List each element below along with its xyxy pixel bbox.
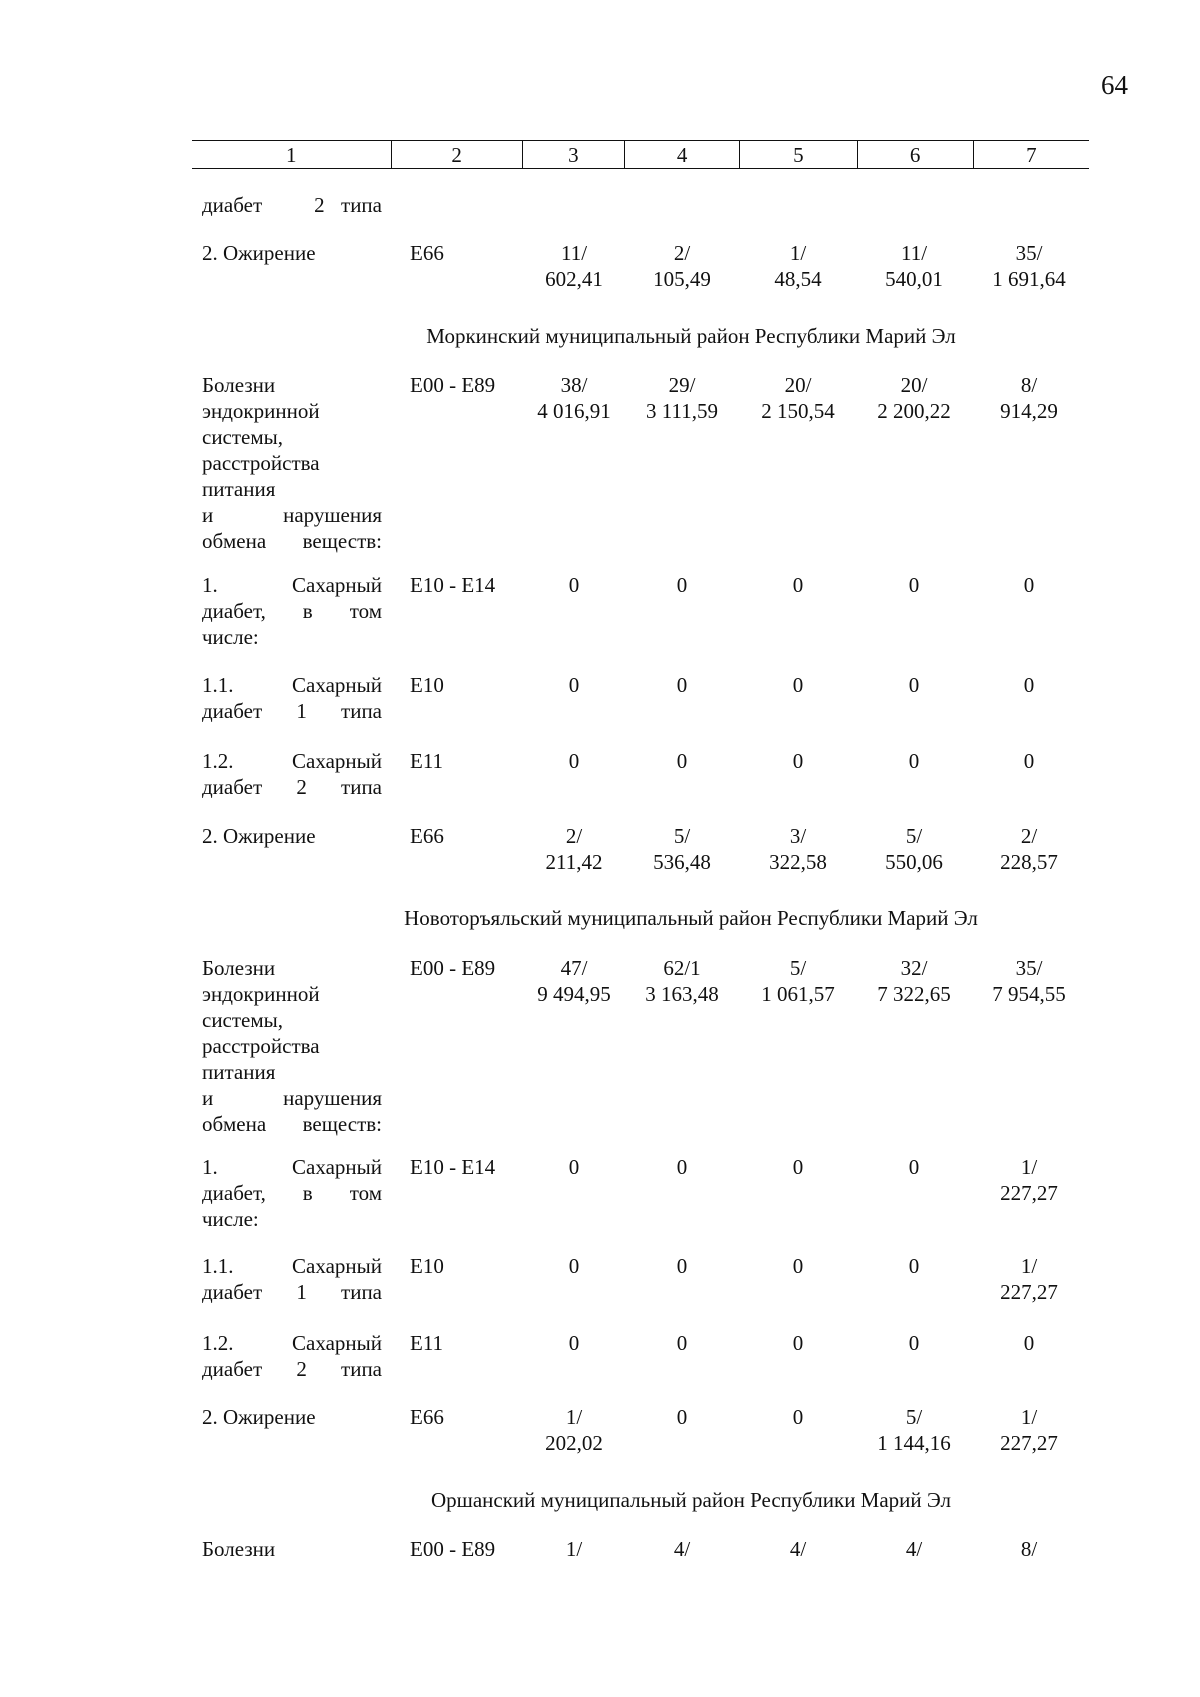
value-cell	[519, 672, 629, 698]
row-name-line: диабет 1 типа	[202, 1280, 382, 1304]
value-cell	[743, 955, 853, 1007]
row-name	[202, 955, 382, 1137]
value-line: 4/	[673, 1537, 691, 1561]
value-line: 0	[676, 1331, 688, 1355]
column-header: 5	[740, 141, 857, 169]
value-line: 7 954,55	[992, 982, 1066, 1006]
row-name-line: числе:	[202, 625, 259, 649]
value-line: 32/	[900, 956, 928, 980]
value-cell	[743, 748, 853, 774]
value-line: 3/	[789, 824, 807, 848]
row-name-line: и нарушения	[202, 1086, 382, 1110]
value-line: 1 144,16	[877, 1431, 951, 1455]
district-heading: Новоторъяльский муниципальный район Республики Марий Эл	[404, 906, 978, 930]
value-cell	[519, 1330, 629, 1356]
value-line: 7 322,65	[877, 982, 951, 1006]
column-header: 6	[857, 141, 973, 169]
row-name-line: Болезни	[202, 1537, 276, 1561]
value-cell	[974, 240, 1084, 292]
value-line: 0	[676, 573, 688, 597]
value-cell	[519, 823, 629, 875]
value-cell	[627, 672, 737, 698]
value-line: 602,41	[545, 267, 603, 291]
value-line: 29/	[668, 373, 696, 397]
value-cell	[743, 672, 853, 698]
row-name	[202, 672, 382, 724]
icd-code: Е66	[410, 241, 444, 265]
value-line: 322,58	[769, 850, 827, 874]
row-name-line: эндокринной	[202, 982, 320, 1006]
row-name-line: расстройства	[202, 1034, 320, 1058]
value-cell	[743, 240, 853, 292]
icd-code: Е00 - Е89	[410, 373, 496, 397]
row-name-line	[202, 192, 382, 218]
row-name-line: диабет, в том	[202, 599, 382, 623]
value-cell	[627, 1330, 737, 1356]
district-heading: Оршанский муниципальный район Республики Марий Эл	[431, 1488, 951, 1512]
value-line: 0	[908, 573, 920, 597]
row-name-word: диабет	[202, 193, 263, 217]
value-line: 62/1	[663, 956, 701, 980]
column-number-header	[192, 140, 1089, 169]
value-cell	[627, 955, 737, 1007]
row-name-line: 1.2. Сахарный	[202, 749, 382, 773]
value-cell	[743, 372, 853, 424]
value-line: 0	[908, 673, 920, 697]
value-cell	[859, 1330, 969, 1356]
district-heading: Моркинский муниципальный район Республики Марий Эл	[426, 324, 956, 348]
column-header: 4	[625, 141, 740, 169]
value-line: 2/	[1020, 824, 1038, 848]
value-line: 0	[792, 1254, 804, 1278]
value-line: 0	[568, 749, 580, 773]
row-name	[202, 1154, 382, 1232]
icd-code: Е10 - Е14	[410, 1155, 496, 1179]
row-name-line: питания	[202, 1060, 276, 1084]
value-line: 0	[676, 1254, 688, 1278]
value-cell	[519, 240, 629, 292]
value-cell	[859, 955, 969, 1007]
row-name	[202, 1253, 382, 1305]
value-cell	[627, 372, 737, 424]
value-line: 0	[908, 1331, 920, 1355]
value-line: 0	[908, 749, 920, 773]
icd-code: Е00 - Е89	[410, 956, 496, 980]
value-cell	[743, 1154, 853, 1180]
value-cell	[974, 372, 1084, 424]
value-cell	[859, 240, 969, 292]
row-name-word: 2 типа	[314, 193, 382, 217]
value-cell	[859, 372, 969, 424]
value-cell	[859, 1154, 969, 1180]
row-name-line: обмена веществ:	[202, 529, 382, 553]
row-name-line: диабет, в том	[202, 1181, 382, 1205]
value-line: 0	[908, 1155, 920, 1179]
value-cell	[627, 1154, 737, 1180]
value-cell	[519, 372, 629, 424]
row-name	[202, 1330, 382, 1382]
column-header: 3	[522, 141, 624, 169]
icd-code: Е66	[410, 824, 444, 848]
row-name-line: 1. Сахарный	[202, 573, 382, 597]
column-header: 1	[192, 141, 391, 169]
icd-code: Е00 - Е89	[410, 1537, 496, 1561]
value-line: 3 163,48	[645, 982, 719, 1006]
value-line: 1/	[1020, 1405, 1038, 1429]
value-line: 8/	[1020, 1537, 1038, 1561]
value-line: 47/	[560, 956, 588, 980]
value-line: 0	[676, 673, 688, 697]
value-line: 20/	[784, 373, 812, 397]
value-line: 227,27	[1000, 1431, 1058, 1455]
value-line: 227,27	[1000, 1280, 1058, 1304]
value-line: 4/	[789, 1537, 807, 1561]
row-name-line: диабет 1 типа	[202, 699, 382, 723]
value-cell	[974, 1154, 1084, 1206]
value-cell	[627, 1536, 737, 1562]
value-cell	[974, 1330, 1084, 1356]
value-line: 2 150,54	[761, 399, 835, 423]
value-cell	[974, 1536, 1084, 1562]
icd-code: Е66	[410, 1405, 444, 1429]
value-cell	[743, 1253, 853, 1279]
icd-code: Е10	[410, 673, 444, 697]
row-name-line: обмена веществ:	[202, 1112, 382, 1136]
row-name	[202, 192, 382, 218]
value-cell	[859, 748, 969, 774]
row-name-line: 2. Ожирение	[202, 824, 316, 848]
value-line: 11/	[560, 241, 588, 265]
row-name-line: 2. Ожирение	[202, 241, 316, 265]
value-line: 20/	[900, 373, 928, 397]
value-cell	[627, 1253, 737, 1279]
row-name-line: 2. Ожирение	[202, 1405, 316, 1429]
icd-code: Е11	[410, 1331, 444, 1355]
value-line: 4 016,91	[537, 399, 611, 423]
column-header: 2	[391, 141, 522, 169]
value-line: 5/	[905, 824, 923, 848]
value-cell	[627, 823, 737, 875]
row-name	[202, 1536, 382, 1562]
value-line: 0	[568, 673, 580, 697]
header-row	[192, 141, 1089, 169]
value-cell	[859, 1404, 969, 1456]
row-name-line: питания	[202, 477, 276, 501]
value-line: 1 061,57	[761, 982, 835, 1006]
value-cell	[859, 572, 969, 598]
value-cell	[859, 823, 969, 875]
value-line: 0	[792, 573, 804, 597]
value-line: 0	[1023, 749, 1035, 773]
value-cell	[519, 748, 629, 774]
value-line: 227,27	[1000, 1181, 1058, 1205]
value-line: 914,29	[1000, 399, 1058, 423]
value-line: 211,42	[545, 850, 603, 874]
row-name-line: эндокринной	[202, 399, 320, 423]
value-line: 0	[676, 1155, 688, 1179]
row-name-line: диабет 2 типа	[202, 775, 382, 799]
row-name-line: 1.1. Сахарный	[202, 1254, 382, 1278]
row-name-line: диабет 2 типа	[202, 1357, 382, 1381]
row-name-line: расстройства	[202, 451, 320, 475]
value-line: 11/	[900, 241, 928, 265]
value-line: 0	[792, 1331, 804, 1355]
value-line: 5/	[789, 956, 807, 980]
value-cell	[974, 955, 1084, 1007]
value-cell	[743, 1404, 853, 1430]
value-cell	[627, 748, 737, 774]
value-line: 1 691,64	[992, 267, 1066, 291]
row-name	[202, 823, 382, 849]
value-line: 35/	[1015, 241, 1043, 265]
value-cell	[519, 955, 629, 1007]
value-cell	[519, 1253, 629, 1279]
row-name	[202, 572, 382, 650]
value-line: 0	[676, 749, 688, 773]
row-name-line: 1.2. Сахарный	[202, 1331, 382, 1355]
value-line: 2/	[565, 824, 583, 848]
value-cell	[519, 1154, 629, 1180]
row-name-line: и нарушения	[202, 503, 382, 527]
value-line: 0	[676, 1405, 688, 1429]
value-cell	[974, 672, 1084, 698]
value-line: 1/	[565, 1405, 583, 1429]
value-cell	[859, 1536, 969, 1562]
value-line: 540,01	[885, 267, 943, 291]
value-line: 5/	[905, 1405, 923, 1429]
value-cell	[974, 1253, 1084, 1305]
row-name	[202, 240, 382, 266]
icd-code: Е10 - Е14	[410, 573, 496, 597]
value-cell	[627, 572, 737, 598]
value-line: 5/	[673, 824, 691, 848]
value-cell	[627, 240, 737, 292]
row-name	[202, 748, 382, 800]
value-line: 35/	[1015, 956, 1043, 980]
value-line: 0	[792, 673, 804, 697]
value-line: 0	[792, 1405, 804, 1429]
value-cell	[859, 1253, 969, 1279]
row-name-line: системы,	[202, 1008, 284, 1032]
value-line: 1/	[565, 1537, 583, 1561]
value-line: 3 111,59	[646, 399, 718, 423]
value-cell	[859, 672, 969, 698]
value-cell	[519, 1536, 629, 1562]
row-name-line: Болезни	[202, 373, 276, 397]
value-line: 48,54	[774, 267, 822, 291]
value-line: 0	[1023, 1331, 1035, 1355]
value-cell	[519, 572, 629, 598]
value-cell	[974, 572, 1084, 598]
row-name-line: 1. Сахарный	[202, 1155, 382, 1179]
value-line: 0	[908, 1254, 920, 1278]
row-name-line: Болезни	[202, 956, 276, 980]
value-cell	[743, 1330, 853, 1356]
row-name-line: системы,	[202, 425, 284, 449]
value-line: 0	[568, 573, 580, 597]
value-cell	[743, 823, 853, 875]
value-line: 0	[1023, 573, 1035, 597]
value-line: 0	[1023, 673, 1035, 697]
value-cell	[974, 1404, 1084, 1456]
value-line: 202,02	[545, 1431, 603, 1455]
value-line: 228,57	[1000, 850, 1058, 874]
row-name-line: числе:	[202, 1207, 259, 1231]
value-line: 4/	[905, 1537, 923, 1561]
value-line: 1/	[789, 241, 807, 265]
value-line: 1/	[1020, 1155, 1038, 1179]
value-line: 0	[792, 749, 804, 773]
value-cell	[974, 748, 1084, 774]
icd-code: Е10	[410, 1254, 444, 1278]
row-name	[202, 1404, 382, 1430]
value-line: 8/	[1020, 373, 1038, 397]
value-cell	[743, 1536, 853, 1562]
value-line: 536,48	[653, 850, 711, 874]
value-line: 0	[568, 1155, 580, 1179]
value-cell	[519, 1404, 629, 1456]
value-line: 1/	[1020, 1254, 1038, 1278]
value-line: 550,06	[885, 850, 943, 874]
value-line: 9 494,95	[537, 982, 611, 1006]
icd-code: Е11	[410, 749, 444, 773]
value-line: 0	[568, 1331, 580, 1355]
row-name	[202, 372, 382, 554]
value-line: 38/	[560, 373, 588, 397]
value-cell	[974, 823, 1084, 875]
value-cell	[627, 1404, 737, 1430]
column-header: 7	[973, 141, 1089, 169]
value-line: 2/	[673, 241, 691, 265]
page-number: 64	[1101, 70, 1128, 100]
value-line: 0	[568, 1254, 580, 1278]
value-line: 2 200,22	[877, 399, 951, 423]
value-line: 0	[792, 1155, 804, 1179]
value-line: 105,49	[653, 267, 711, 291]
value-cell	[743, 572, 853, 598]
row-name-line: 1.1. Сахарный	[202, 673, 382, 697]
